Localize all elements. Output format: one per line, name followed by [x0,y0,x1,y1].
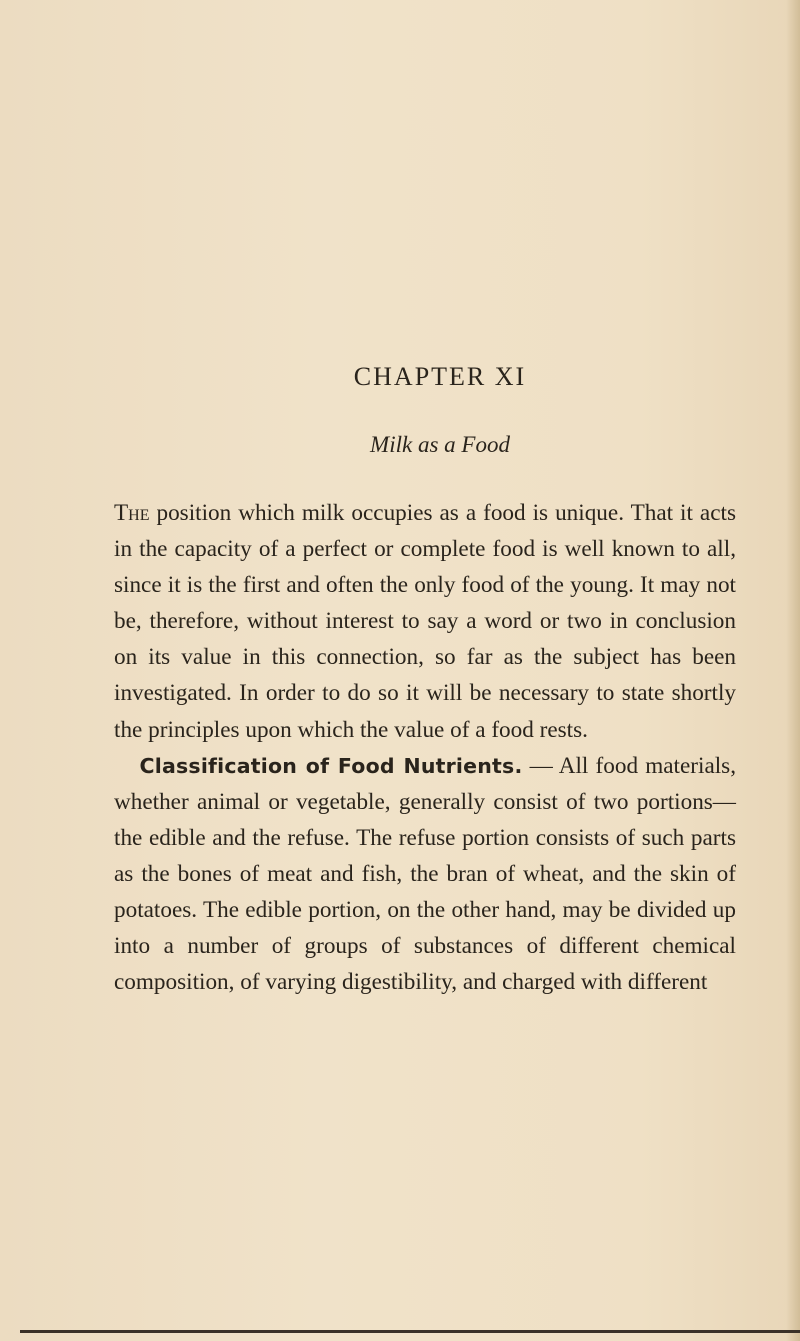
chapter-subtitle: Milk as a Food [370,432,510,457]
page-bottom-edge [20,1330,800,1333]
section-run-in-heading: Classification of Food Nutrients. [139,753,523,778]
page-edge-shadow [786,0,800,1341]
paragraph-intro [114,495,736,748]
paragraph-intro-text: position which milk occupies as a food is unique. That it acts in the capacity of a perfect or complete food is well known to all, since it is the first and often the only food of the young. It may not be, therefore, without interest to say a word or two in conclusion on its value in this connection, so far as the subject has been investigated. In order to do so it will be necessary to state shortly the principles upon which the value of a food rests. [114,500,736,743]
chapter-heading: CHAPTER XI [353,362,527,391]
paragraph-classification-text: — All food materials, whether animal or vegetable, generally consist of two portions—the edible and the refuse. The refuse portion consists of such parts as the bones of meat and fish, the bran of wheat, and the skin of potatoes. The edible portion, on the other hand, may be divided up into a number of groups of substances of different chemical composition, of varying digestibility, and charged with different [114,752,736,996]
paragraph-classification [114,748,736,1001]
paragraph-lead-word: The [114,500,150,526]
body-text [114,495,736,1000]
